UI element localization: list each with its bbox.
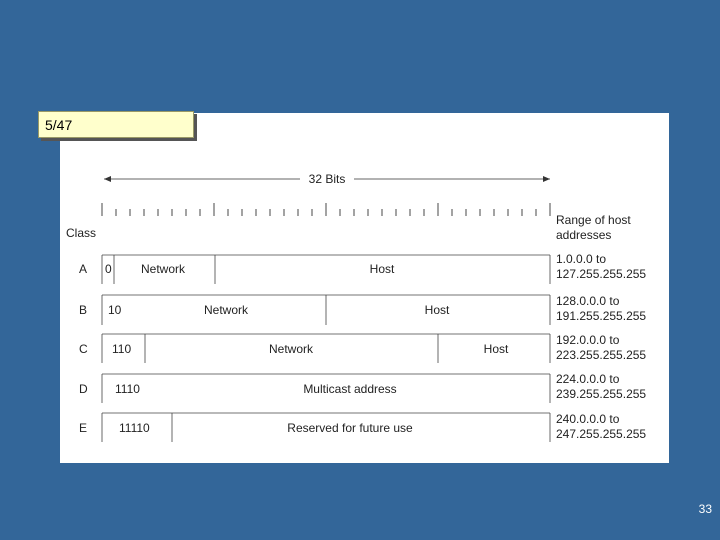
class-prefix-bits: 10 — [108, 303, 122, 317]
class-prefix-bits: 0 — [105, 262, 112, 276]
class-row-c — [79, 333, 646, 363]
reserved-field-label: Reserved for future use — [287, 421, 413, 435]
range-header-line-1: Range of host — [556, 213, 631, 227]
bit-width-indicator — [104, 172, 550, 186]
class-prefix-bits: 1110 — [115, 382, 140, 396]
bits-label: 32 Bits — [308, 172, 346, 186]
host-field-label: Host — [424, 303, 450, 317]
range-start: 240.0.0.0 to — [556, 412, 620, 426]
range-end: 223.255.255.255 — [556, 348, 647, 362]
class-column-header: Class — [66, 226, 97, 240]
class-letter: B — [79, 303, 88, 317]
slide-number: 33 — [698, 502, 712, 516]
range-start: 1.0.0.0 to — [556, 252, 607, 266]
ip-address-classes-figure — [60, 113, 669, 463]
range-end: 247.255.255.255 — [556, 427, 647, 441]
range-start: 192.0.0.0 to — [556, 333, 620, 347]
class-letter: D — [79, 382, 88, 396]
range-start: 224.0.0.0 to — [556, 372, 620, 386]
host-field-label: Host — [483, 342, 509, 356]
network-field-label: Network — [268, 342, 314, 356]
range-end: 191.255.255.255 — [556, 309, 647, 323]
range-start: 128.0.0.0 to — [556, 294, 620, 308]
class-row-d — [79, 372, 646, 403]
class-prefix-bits: 11110 — [119, 421, 150, 435]
network-field-label: Network — [203, 303, 249, 317]
range-end: 127.255.255.255 — [556, 267, 647, 281]
bit-tick-marks — [102, 203, 550, 216]
class-letter: A — [79, 262, 88, 276]
multicast-field-label: Multicast address — [303, 382, 397, 396]
range-end: 239.255.255.255 — [556, 387, 647, 401]
page-badge: 5/47 — [38, 111, 194, 138]
class-row-e — [79, 412, 646, 442]
range-header-line-2: addresses — [556, 228, 612, 242]
bits-arrow-right-head — [543, 176, 550, 182]
ip-classes-diagram — [60, 113, 669, 463]
class-letter: C — [79, 342, 88, 356]
host-field-label: Host — [369, 262, 395, 276]
class-row-b — [79, 294, 646, 325]
class-prefix-bits: 110 — [112, 342, 132, 356]
class-letter: E — [79, 421, 88, 435]
bits-arrow-left-head — [104, 176, 111, 182]
class-row-a — [79, 252, 646, 284]
network-field-label: Network — [140, 262, 186, 276]
